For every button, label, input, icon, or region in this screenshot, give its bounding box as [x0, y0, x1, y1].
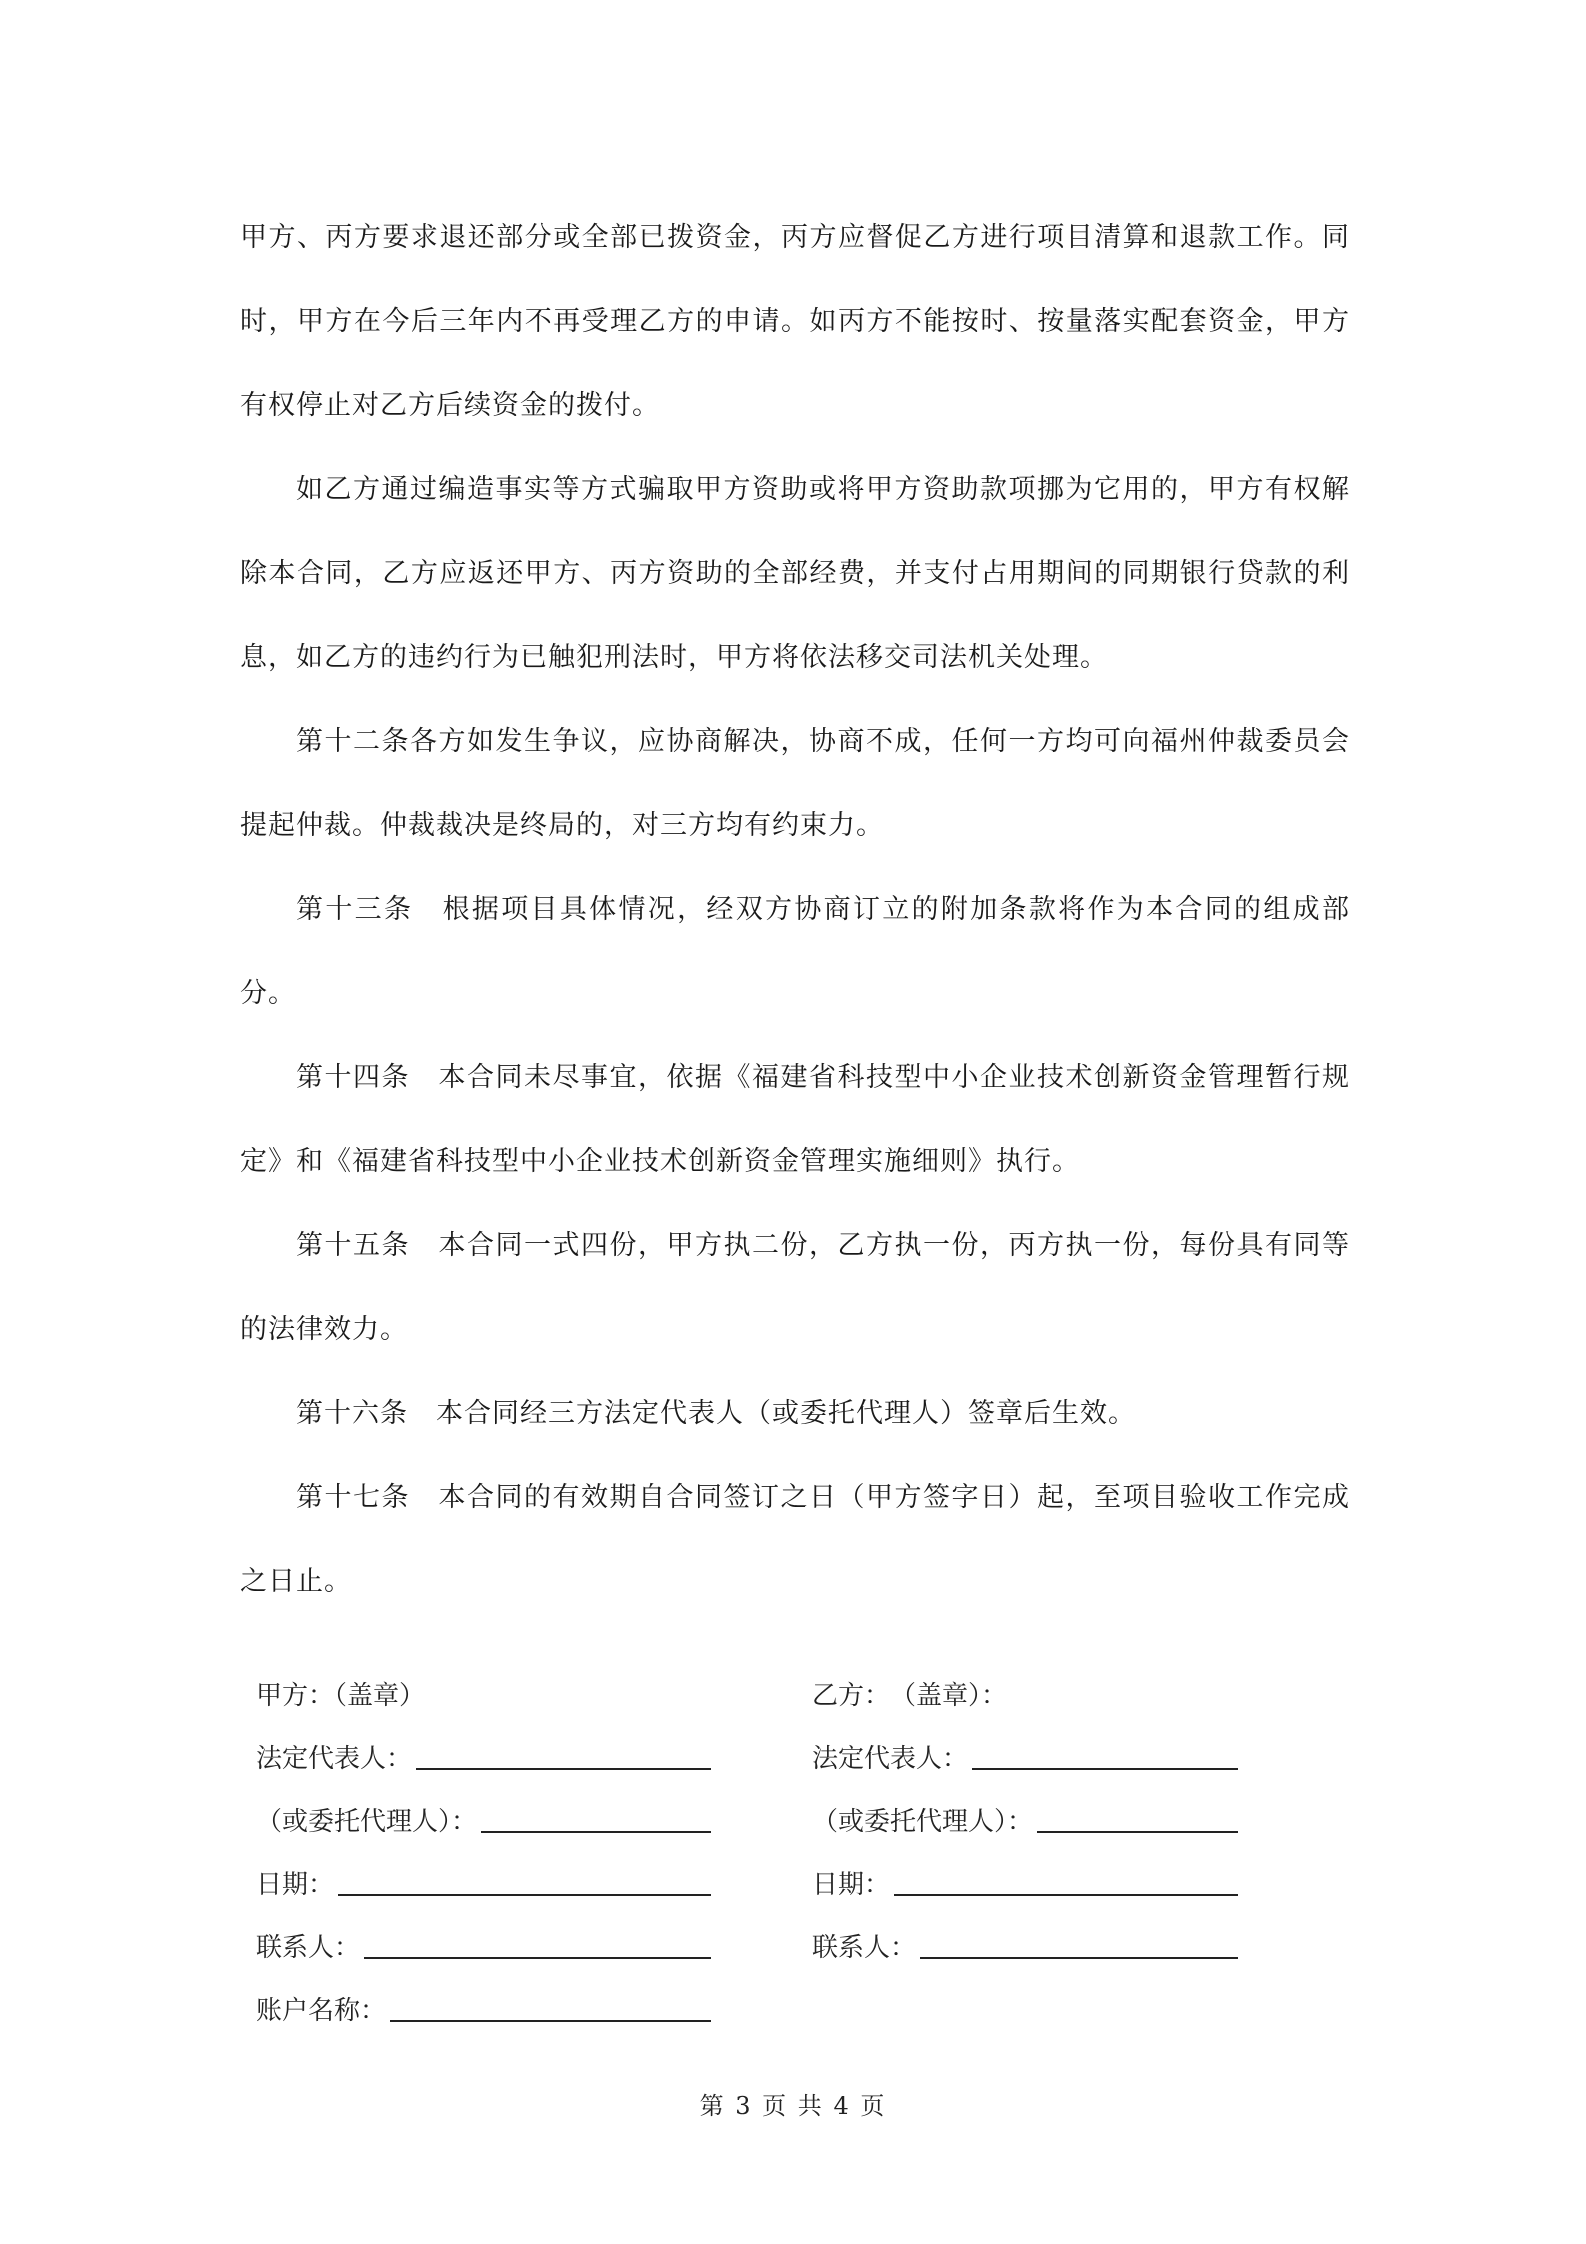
party-a-legal-rep-line[interactable]	[416, 1738, 711, 1770]
party-a-contact-line[interactable]	[364, 1927, 711, 1959]
party-b-date-line[interactable]	[894, 1864, 1238, 1896]
party-b-seal-row	[812, 1650, 1238, 1713]
party-b-contact-label: 联系人：	[812, 1933, 917, 1963]
party-a-agent-row	[256, 1776, 711, 1839]
paragraph-article-13: 第十三条 根据项目具体情况，经双方协商订立的附加条款将作为本合同的组成部分。	[240, 894, 1350, 1009]
party-a-contact-label: 联系人：	[256, 1933, 361, 1963]
party-b-contact-line[interactable]	[920, 1927, 1238, 1959]
party-b-date-label: 日期：	[812, 1870, 891, 1900]
party-a-contact-row	[256, 1902, 711, 1965]
party-a-legal-rep-row	[256, 1713, 711, 1776]
contract-body	[240, 196, 1350, 1624]
paragraph-1: 甲方、丙方要求退还部分或全部已拨资金，丙方应督促乙方进行项目清算和退款工作。同时，甲方在今后三年内不再受理乙方的申请。如丙方不能按时、按量落实配套资金，甲方有权停止对乙方后续资金的拨付。	[240, 222, 1350, 421]
party-a-account-row	[256, 1965, 711, 2028]
signature-block-party-b	[812, 1650, 1238, 1965]
party-a-date-row	[256, 1839, 711, 1902]
paragraph-article-12: 第十二条各方如发生争议，应协商解决，协商不成，任何一方均可向福州仲裁委员会提起仲裁。仲裁裁决是终局的，对三方均有约束力。	[240, 726, 1350, 841]
party-b-date-row	[812, 1839, 1238, 1902]
party-a-account-line[interactable]	[390, 1990, 711, 2022]
signature-block-party-a	[256, 1650, 711, 2028]
party-a-agent-line[interactable]	[481, 1801, 711, 1833]
paragraph-article-14: 第十四条 本合同未尽事宜，依据《福建省科技型中小企业技术创新资金管理暂行规定》和《福建省科技型中小企业技术创新资金管理实施细则》执行。	[240, 1062, 1350, 1177]
party-a-date-line[interactable]	[338, 1864, 711, 1896]
party-b-legal-rep-label: 法定代表人：	[812, 1744, 969, 1774]
party-b-legal-rep-row	[812, 1713, 1238, 1776]
paragraph-article-15: 第十五条 本合同一式四份，甲方执二份，乙方执一份，丙方执一份，每份具有同等的法律效力。	[240, 1230, 1350, 1345]
party-b-agent-label: （或委托代理人）：	[812, 1807, 1034, 1837]
party-a-agent-label: （或委托代理人）：	[256, 1807, 478, 1837]
party-a-account-label: 账户名称：	[256, 1996, 387, 2026]
party-a-legal-rep-label: 法定代表人：	[256, 1744, 413, 1774]
party-b-agent-line[interactable]	[1037, 1801, 1238, 1833]
paragraph-article-17: 第十七条 本合同的有效期自合同签订之日（甲方签字日）起，至项目验收工作完成之日止。	[240, 1482, 1350, 1597]
party-b-seal-label: 乙方： （盖章）：	[812, 1681, 1008, 1711]
party-b-legal-rep-line[interactable]	[972, 1738, 1238, 1770]
page-number-footer: 第 3 页 共 4 页	[699, 2092, 887, 2120]
paragraph-2: 如乙方通过编造事实等方式骗取甲方资助或将甲方资助款项挪为它用的，甲方有权解除本合同，乙方应返还甲方、丙方资助的全部经费，并支付占用期间的同期银行贷款的利息，如乙方的违约行为已触犯刑法时，甲方将依法移交司法机关处理。	[240, 474, 1350, 673]
party-a-seal-row	[256, 1650, 711, 1713]
party-a-seal-label: 甲方：（盖章）	[256, 1681, 426, 1711]
paragraph-article-16: 第十六条 本合同经三方法定代表人（或委托代理人）签章后生效。	[296, 1398, 1136, 1429]
party-b-agent-row	[812, 1776, 1238, 1839]
party-b-contact-row	[812, 1902, 1238, 1965]
party-a-date-label: 日期：	[256, 1870, 335, 1900]
